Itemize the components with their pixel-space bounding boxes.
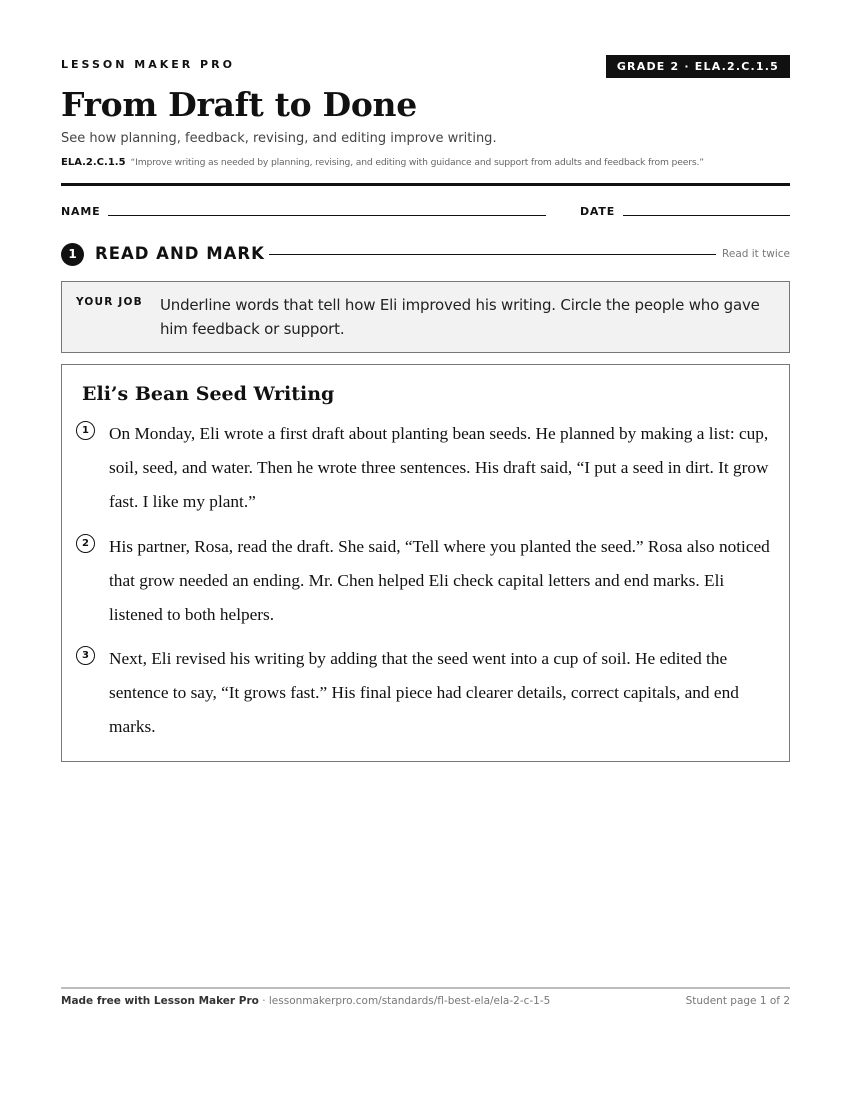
- your-job-label: YOUR JOB: [76, 296, 143, 308]
- paragraph-number-3: 3: [76, 646, 95, 665]
- standard-line: [61, 157, 790, 168]
- name-label: NAME: [61, 205, 101, 218]
- footer-made-with: Made free with Lesson Maker Pro: [61, 995, 259, 1007]
- your-job-text: Underline words that tell how Eli improved his writing. Circle the people who gave him feedback or support.: [160, 296, 760, 338]
- footer-credit: [61, 995, 550, 1007]
- page-title: From Draft to Done: [61, 85, 417, 124]
- section-hint: Read it twice: [722, 248, 790, 260]
- reading-passage-box: [61, 364, 790, 762]
- worksheet-page: [61, 0, 790, 1100]
- footer-url[interactable]: · lessonmakerpro.com/standards/fl-best-ela/ela-2-c-1-5: [258, 995, 551, 1007]
- date-label: DATE: [580, 205, 616, 218]
- date-field-line[interactable]: [623, 215, 790, 216]
- paragraph-number-1: 1: [76, 421, 95, 440]
- paragraph-2: His partner, Rosa, read the draft. She said, “Tell where you planted the seed.” Rosa also noticed that grow needed an ending. Mr. Chen helped Eli check capital letters and end marks. Eli listened to both helpers.: [109, 537, 770, 624]
- grade-badge: GRADE 2 · ELA.2.C.1.5: [606, 55, 790, 78]
- standard-text: “Improve writing as needed by planning, revising, and editing with guidance and support from adults and feedback from peers.”: [130, 157, 704, 168]
- section-title: READ AND MARK: [95, 244, 265, 263]
- standard-code: ELA.2.C.1.5: [61, 157, 126, 168]
- your-job-box: [61, 281, 790, 353]
- paragraph-1: On Monday, Eli wrote a first draft about planting bean seeds. He planned by making a list: cup, soil, seed, and water. Then he wrote three sentences. His draft said, “I put a seed in dirt. It grow fast. I like my plant.”: [109, 424, 769, 511]
- passage-title: Eli’s Bean Seed Writing: [82, 383, 335, 405]
- section-number-badge: 1: [61, 243, 84, 266]
- paragraph-3: Next, Eli revised his writing by adding that the seed went into a cup of soil. He edited the sentence to say, “It grows fast.” His final piece had clearer details, correct capitals, and end marks.: [109, 649, 739, 736]
- footer-divider: [61, 987, 790, 989]
- section-rule: [269, 254, 716, 255]
- page-subtitle: See how planning, feedback, revising, and editing improve writing.: [61, 131, 497, 146]
- name-field-line[interactable]: [108, 215, 546, 216]
- header-divider: [61, 183, 790, 186]
- footer-page-number: Student page 1 of 2: [685, 995, 790, 1007]
- brand-name: LESSON MAKER PRO: [61, 58, 235, 71]
- paragraph-number-2: 2: [76, 534, 95, 553]
